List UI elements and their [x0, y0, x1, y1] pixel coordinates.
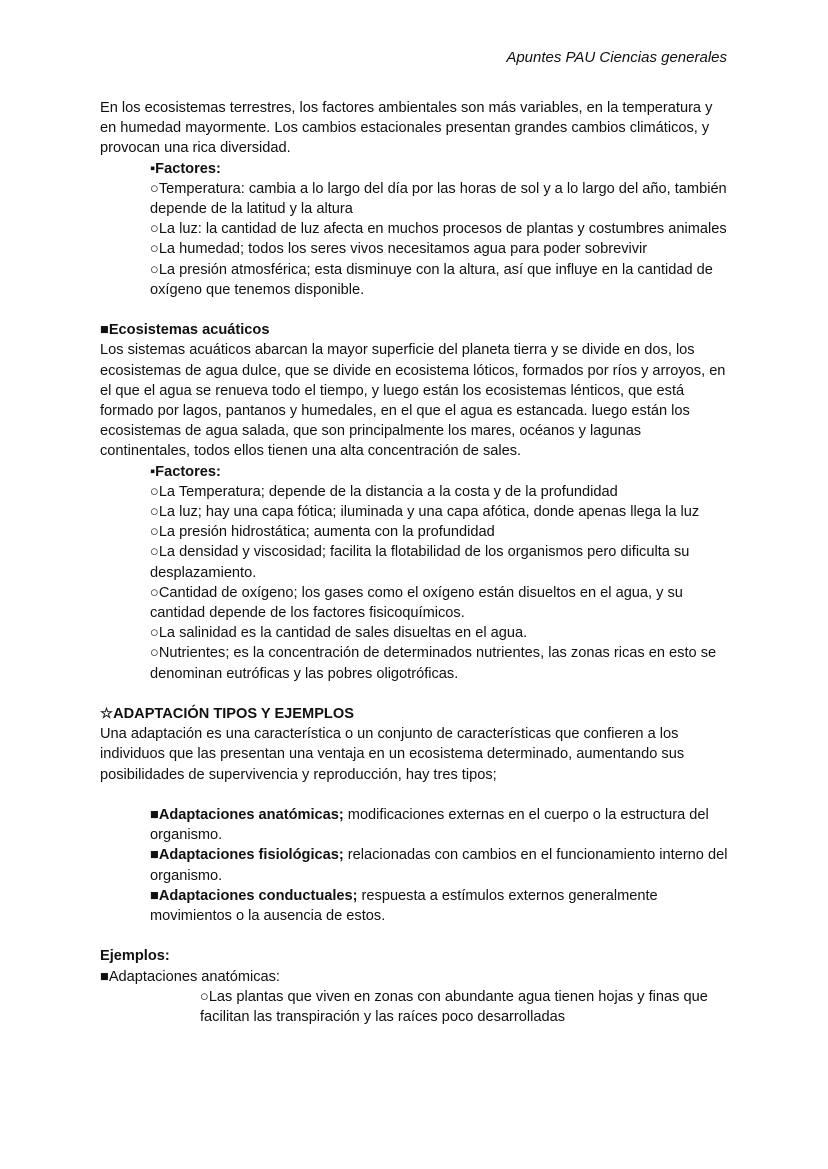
tipo-text: relacionadas con cambios en el funcionamiento interno del organismo. [150, 847, 728, 884]
list-item: ○La presión atmosférica; esta disminuye con la altura, así que influye en la cantidad de oxígeno que tenemos disponible. [150, 261, 713, 298]
page-header: Apuntes PAU Ciencias generales [506, 49, 727, 66]
list-item: ○La Temperatura; depende de la distancia a la costa y de la profundidad [150, 483, 618, 500]
tipo-text: modificaciones externas en el cuerpo o la estructura del organismo. [150, 807, 709, 844]
tipo-text: respuesta a estímulos externos generalmente movimientos o la ausencia de estos. [150, 887, 658, 925]
acuaticos-factores [150, 462, 730, 684]
ejemplos-subtitle: ■Adaptaciones anatómicas: [100, 968, 280, 985]
list-item: ○La salinidad es la cantidad de sales disueltas en el agua. [150, 625, 528, 642]
list-item: ○Nutrientes; es la concentración de determinados nutrientes, las zonas ricas en esto se denominan eutróficas y las pobres oligotróficas. [150, 645, 717, 682]
list-item [150, 845, 730, 885]
section-title-ejemplos: Ejemplos: [100, 948, 170, 965]
tipo-label: ■Adaptaciones anatómicas; [150, 807, 344, 824]
list-item: ○Cantidad de oxígeno; los gases como el oxígeno están disueltos en el agua, y su cantidad depende de los factores fisicoquímicos. [150, 584, 683, 622]
adaptacion-tipos [150, 805, 730, 926]
list-item: ○Las plantas que viven en zonas con abundante agua tienen hojas y finas que facilitan las transpiración y las raíces poco desarrolladas [200, 988, 708, 1026]
tipo-label: ■Adaptaciones conductuales; [150, 887, 358, 904]
section-title-acuaticos: ■Ecosistemas acuáticos [100, 322, 270, 339]
list-item: ○La luz: la cantidad de luz afecta en muchos procesos de plantas y costumbres animales [150, 221, 727, 238]
terrestres-factores [150, 159, 730, 300]
list-item: ○La presión hidrostática; aumenta con la profundidad [150, 524, 495, 541]
terrestres-intro: En los ecosistemas terrestres, los factores ambientales son más variables, en la temperatura y en humedad mayormente. Los cambios estacionales presentan grandes cambios climáticos, y provocan una rica diversidad. [100, 100, 713, 157]
adaptacion-intro: Una adaptación es una característica o un conjunto de características que confieren a los individuos que las presentan una ventaja en un ecosistema determinado, aumentando sus posibilidades de supervivencia y reproducción, hay tres tipos; [100, 726, 685, 783]
list-item: ○La densidad y viscosidad; facilita la flotabilidad de los organismos pero dificulta su desplazamiento. [150, 544, 690, 581]
factores-title: ▪Factores: [150, 463, 221, 480]
acuaticos-intro: Los sistemas acuáticos abarcan la mayor superficie del planeta tierra y se divide en dos, los ecosistemas de agua dulce, que se divide en ecosistema lóticos, formados por ríos y arroyos, en el que el agua se renueva todo el tiempo, y luego están los ecosistemas lénticos, que está formado por lagos, pantanos y humedales, en el que el agua es estancada. luego están los ecosistemas de agua salada, que son principalmente los mares, océanos y lagunas continentales, todos ellos tienen una alta concentración de sales. [100, 342, 726, 460]
list-item: ○La humedad; todos los seres vivos necesitamos agua para poder sobrevivir [150, 241, 648, 258]
section-title-adaptacion: ☆ADAPTACIÓN TIPOS Y EJEMPLOS [100, 706, 354, 723]
list-item [150, 805, 730, 845]
tipo-label: ■Adaptaciones fisiológicas; [150, 847, 344, 864]
list-item: ○Temperatura: cambia a lo largo del día por las horas de sol y a lo largo del año, también depende de la latitud y la altura [150, 180, 727, 218]
factores-title: ▪Factores: [150, 160, 221, 177]
document-body [100, 98, 730, 1027]
list-item [150, 886, 730, 926]
list-item: ○La luz; hay una capa fótica; iluminada y una capa afótica, donde apenas llega la luz [150, 504, 700, 521]
